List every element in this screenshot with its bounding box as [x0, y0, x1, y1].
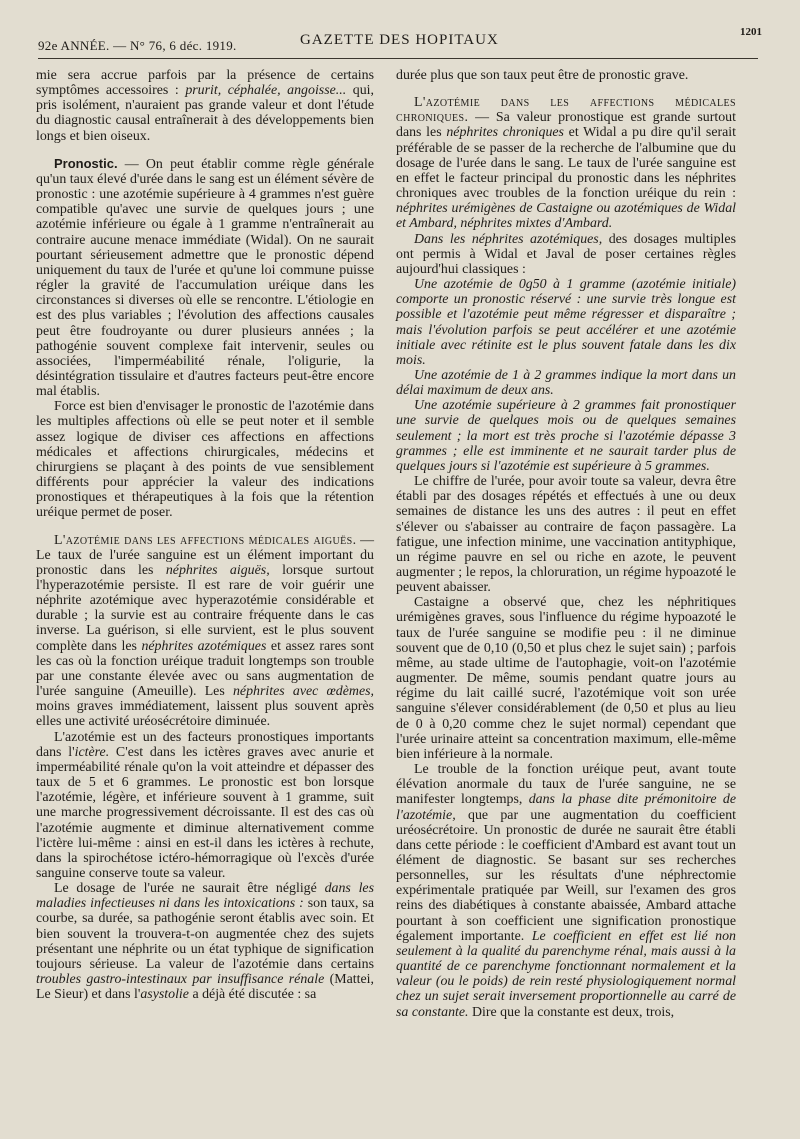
journal-title: GAZETTE DES HOPITAUX: [300, 32, 499, 48]
paragraph: durée plus que son taux peut être de pronostic grave.: [396, 68, 689, 83]
section-heading: L'azotémie dans les affections médicales chroniques.: [396, 95, 736, 126]
paragraph: L'azotémie est un des facteurs pronostiques importants dans l'ictère. C'est dans les ictères graves avec anurie et imperméabilité rénale qu'on la voit atteindre et dépasser des taux de 5 et 6 grammes. Le pronostic est bon lorsque l'azotémie, légère, et inférieure souvent à 1 gramme, suit une marche progressivement décroissante. Il est des cas où l'azotémie augmente et diminue alternativement comme l'ictère lui-même : ainsi en est-il dans les ictères à rechute, dans la spirochétose ictéro-hémorragique où l'excès d'urée sanguine conserve toute sa valeur.: [36, 729, 375, 881]
paragraph: Le chiffre de l'urée, pour avoir toute sa valeur, devra être établi par des dosages répétés et effectués à une ou deux semaines de distance les uns des autres : il peut en effet s'élever ou s'abaisser au contraire de façon passagère. La fatigue, une infection minime, une vaccination antityphique, un régime pauvre en sel ou riche en azote, le peuvent augmenter ; le repos, la chloruration, un régime hypoazoté le peuvent abaisser.: [396, 474, 736, 596]
section-heading: Pronostic.: [54, 155, 118, 171]
paragraph: Force est bien d'envisager le pronostic de l'azotémie dans les multiples affections où elle se peut noter et il semble assez logique de diviser ces affections en affections médicales et affections chirurgicales, médecins et chirurgiens se plaçant à des points de vue sensiblement différents pour apprécier la valeur des indications pronostiques et thérapeutiques à la fois que la rétention uréique permet de poser.: [36, 399, 374, 521]
paragraph: Une azotémie supérieure à 2 grammes fait pronostiquer une survie de quelques mois ou de quelques semaines seulement ; la mort est très proche si l'azotémie dépasse 3 grammes ; elle est imminente et ne saurait tarder plus de quelques jours si l'azotémie est supérieure à 5 grammes.: [396, 398, 736, 474]
page-number: 1201: [740, 26, 762, 38]
paragraph: Castaigne a observé que, chez les néphritiques urémigènes graves, sous l'influence du régime hypoazoté le taux de l'urée sanguine se modifie peu : il ne diminue souvent que de 0,10 (0,50 et plus chez le sujet sain) ; parfois même, au stade ultime de l'autophagie, voit-on l'azotémie augmenter. De même, soumis pendant quatre jours au régime du lait caillé sucré, l'azotémique voit son urée sanguine s'élever considérablement (de 0,50 et plus au lieu de 0 à 0,20 comme chez le sujet normal) cependant que l'urée urinaire atteint sa concentration maximum, elle-même bien inférieure à la normale.: [396, 595, 736, 762]
paragraph: Une azotémie de 1 à 2 grammes indique la mort dans un délai maximum de deux ans.: [396, 367, 736, 399]
right-column: [396, 68, 736, 1020]
paragraph: Le trouble de la fonction uréique peut, avant toute élévation anormale du taux de l'urée sanguine, ne se manifester longtemps, dans la phase dite prémonitoire de l'azotémie, que par une augmentation du coefficient uréosécrétoire. Un pronostic de durée ne saurait être établi dans cette période : le coefficient d'Ambard est avant tout un élément de diagnostic. Se basant sur ses recherches personnelles, sur les résultats d'une néphrectomie expérimentale pratiquée par Weill, sur l'examen des gros reins des diabétiques à constante abaissée, Ambard attache pourtant à son coefficient une signification pronostique également importante. Le coefficient en effet est lié non seulement à la qualité du parenchyme rénal, mais aussi à la quantité de ce parenchyme fonctionnant normalement et la valeur (ou le poids) de rein resté physiologiquement normal chez un sujet serait inversement proportionnelle au carré de sa constante. Dire que la constante est deux, trois,: [396, 762, 736, 1020]
paragraph: Une azotémie de 0g50 à 1 gramme (azotémie initiale) comporte un pronostic réservé : une survie très longue est possible et l'azotémie peut même régresser et disparaître ; mais l'évolution parfois se peut accélérer et une azotémie initiale avec rétinite est le plus souvent fatale dans les dix mois.: [396, 277, 736, 368]
section-heading: L'azotémie dans les affections médicales aiguës.: [54, 532, 357, 548]
paragraph-affections-chroniques: L'azotémie dans les affections médicales chroniques. — Sa valeur pronostique est grande surtout dans les néphrites chroniques et Widal a pu dire qu'il serait préférable de se passer de la recherche de l'albumine que du dosage de l'urée dans le sang. Le taux de l'urée sanguine est en effet le facteur principal du pronostic dans les néphrites chroniques avec troubles de la fonction uréique du rein : néphrites urémigènes de Castaigne ou azotémiques de Widal et Ambard, néphrites mixtes d'Ambard.: [396, 95, 736, 232]
paragraph: Dans les néphrites azotémiques, des dosages multiples ont permis à Widal et Javal de poser certaines règles aujourd'hui classiques :: [396, 231, 736, 277]
page-header: [38, 26, 762, 56]
paragraph-pronostic: Pronostic. — On peut établir comme règle générale qu'un taux élevé d'urée dans le sang est un élément sévère de pronostic : une azotémie supérieure à 4 grammes n'est guère compatible qu'avec une survie de quelques jours ; une azotémie inférieure ou égale à 1 gramme n'entraînerait au contraire aucune menace immédiate (Widal). On ne saurait pourtant sérieusement admettre que le pronostic dépend uniquement du taux de l'urée et qu'une loi commune puisse régler la gravité de l'accumulation uréique dans les circonstances si diverses où elle se rencontre. L'étiologie en est des plus variables ; l'évolution des affections causales peut être foudroyante ou durer plusieurs années ; la pathogénie souvent complexe fait intervenir, seules ou associées, l'imperméabilité rénale, l'oligurie, la désintégration tissulaire et d'autres facteurs peut-être encore mal établis.: [36, 155, 374, 400]
paragraph: Le dosage de l'urée ne saurait être négligé dans les maladies infectieuses ni dans les intoxications : son taux, sa courbe, sa durée, sa pathogénie seront établis avec soin. Et bien souvent la trouvera-t-on augmentée chez des sujets présentant une néphrite ou un état typhique de signification toujours sérieuse. La valeur de l'azotémie dans certains troubles gastro-intestinaux par insuffisance rénale (Mattei, Le Sieur) et dans l'asystolie a déjà été discutée : sa: [36, 881, 374, 1003]
paragraph: mie sera accrue parfois par la présence de certains symptômes accessoires : prurit, céphalée, angoisse... qui, pris isolément, n'auraient pas grande valeur et dont l'étude du diagnostic causal entraînerait à des développements bien longs et bien oiseux.: [36, 68, 374, 144]
header-rule: [38, 58, 758, 59]
left-column: [36, 68, 374, 1002]
paragraph-affections-aigues: L'azotémie dans les affections médicales aiguës. — Le taux de l'urée sanguine est un élément important du pronostic dans les néphrites aiguës, lorsque surtout l'hyperazotémie persiste. Il est rare de voir guérir une néphrite azotémique avec hyperazotémie considérable et durable ; la survie est au contraire fréquente dans le cas inverse. La guérison, si elle survient, est le plus souvent complète dans les néphrites azotémiques et assez rares sont les cas où la fonction uréique traduit longtemps son trouble par une constante élevée avec ou sans augmentation de l'urée sanguine (Ameuille). Les néphrites avec œdèmes, moins graves immédiatement, laissent plus souvent après elles une activité uréosécrétoire diminuée.: [36, 532, 374, 730]
issue-line: 92e ANNÉE. — N° 76, 6 déc. 1919.: [38, 38, 237, 53]
